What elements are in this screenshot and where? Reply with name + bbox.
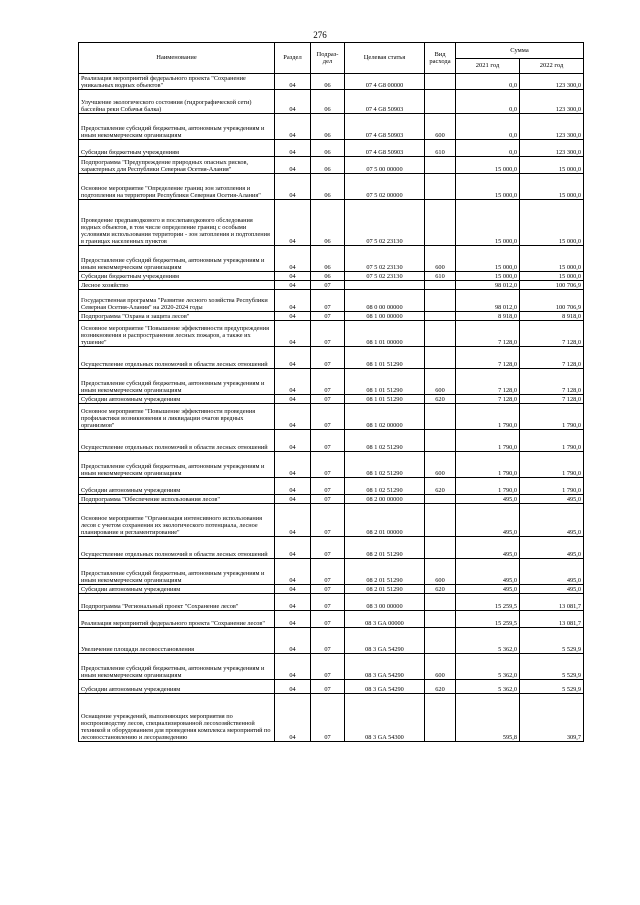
row-sum-2022-cell: 5 529,9 bbox=[520, 628, 584, 654]
row-podrazdel-cell: 07 bbox=[311, 347, 345, 369]
row-vid-cell bbox=[425, 694, 456, 742]
header-vid: Вид расхода bbox=[425, 43, 456, 74]
table-header bbox=[79, 43, 584, 74]
table-row bbox=[79, 654, 584, 680]
row-name-cell: Подпрограмма "Предупреждение природных опасных рисков, характерных для Республики Северная Осетия-Алания" bbox=[79, 157, 275, 174]
row-podrazdel-cell: 07 bbox=[311, 654, 345, 680]
row-celevaya-cell: 07 4 G8 00000 bbox=[345, 74, 425, 90]
row-razdel-cell: 04 bbox=[275, 404, 311, 430]
header-summa: Сумма bbox=[456, 43, 584, 59]
row-celevaya-cell: 07 4 G8 50903 bbox=[345, 114, 425, 140]
row-celevaya-cell: 07 4 G8 50903 bbox=[345, 140, 425, 157]
row-name-cell: Осуществление отдельных полномочий в области лесных отношений bbox=[79, 537, 275, 559]
page-number: 276 bbox=[313, 30, 327, 40]
row-sum-2022-cell: 495,0 bbox=[520, 495, 584, 504]
row-celevaya-cell: 08 3 GA 00000 bbox=[345, 611, 425, 628]
row-razdel-cell: 04 bbox=[275, 281, 311, 290]
row-celevaya-cell: 08 2 01 51290 bbox=[345, 559, 425, 585]
row-sum-2021-cell: 5 362,0 bbox=[456, 628, 520, 654]
table-row bbox=[79, 585, 584, 594]
row-sum-2022-cell: 1 790,0 bbox=[520, 452, 584, 478]
row-vid-cell: 610 bbox=[425, 140, 456, 157]
row-celevaya-cell: 07 5 00 00000 bbox=[345, 157, 425, 174]
header-year-2022: 2022 год bbox=[520, 59, 584, 74]
row-sum-2021-cell: 5 362,0 bbox=[456, 680, 520, 694]
row-celevaya-cell: 08 1 01 51290 bbox=[345, 369, 425, 395]
row-sum-2022-cell: 5 529,9 bbox=[520, 680, 584, 694]
row-vid-cell: 600 bbox=[425, 654, 456, 680]
table-row bbox=[79, 114, 584, 140]
row-podrazdel-cell: 07 bbox=[311, 430, 345, 452]
row-podrazdel-cell: 07 bbox=[311, 404, 345, 430]
row-razdel-cell: 04 bbox=[275, 114, 311, 140]
row-name-cell: Осуществление отдельных полномочий в области лесных отношений bbox=[79, 430, 275, 452]
row-sum-2021-cell: 15 259,5 bbox=[456, 611, 520, 628]
table-body bbox=[79, 74, 584, 742]
row-sum-2021-cell: 0,0 bbox=[456, 114, 520, 140]
row-podrazdel-cell: 07 bbox=[311, 504, 345, 537]
table-row bbox=[79, 74, 584, 90]
row-name-cell: Подпрограмма "Охрана и защита лесов" bbox=[79, 312, 275, 321]
row-sum-2021-cell: 1 790,0 bbox=[456, 452, 520, 478]
row-podrazdel-cell: 07 bbox=[311, 321, 345, 347]
row-sum-2022-cell: 8 918,0 bbox=[520, 312, 584, 321]
table-row bbox=[79, 404, 584, 430]
table-row bbox=[79, 611, 584, 628]
row-podrazdel-cell: 07 bbox=[311, 478, 345, 495]
row-name-cell: Основное мероприятие "Повышение эффективности предупреждения возникновения и распространения лесных пожаров, а также их тушение" bbox=[79, 321, 275, 347]
row-vid-cell bbox=[425, 430, 456, 452]
row-vid-cell bbox=[425, 347, 456, 369]
table-row bbox=[79, 290, 584, 312]
row-vid-cell bbox=[425, 281, 456, 290]
row-sum-2022-cell: 123 300,0 bbox=[520, 90, 584, 114]
row-vid-cell: 620 bbox=[425, 680, 456, 694]
row-celevaya-cell: 07 5 02 23130 bbox=[345, 246, 425, 272]
row-razdel-cell: 04 bbox=[275, 654, 311, 680]
budget-table bbox=[78, 42, 584, 742]
row-sum-2022-cell: 13 081,7 bbox=[520, 611, 584, 628]
row-razdel-cell: 04 bbox=[275, 478, 311, 495]
row-name-cell: Предоставление субсидий бюджетным, автономным учреждениям и иным некоммерческим организациям bbox=[79, 369, 275, 395]
row-celevaya-cell: 08 2 01 00000 bbox=[345, 504, 425, 537]
row-name-cell: Государственная программа "Развитие лесного хозяйства Республики Северная Осетия-Алания" на 2020-2024 годы bbox=[79, 290, 275, 312]
row-name-cell: Увеличение площади лесовосстановления bbox=[79, 628, 275, 654]
row-sum-2021-cell: 7 128,0 bbox=[456, 369, 520, 395]
row-name-cell: Улучшение экологического состояния (гидрографической сети) бассейна реки Собачья балка) bbox=[79, 90, 275, 114]
row-vid-cell bbox=[425, 537, 456, 559]
row-vid-cell bbox=[425, 290, 456, 312]
row-sum-2021-cell: 495,0 bbox=[456, 537, 520, 559]
row-vid-cell bbox=[425, 594, 456, 611]
row-razdel-cell: 04 bbox=[275, 495, 311, 504]
row-celevaya-cell: 08 1 02 51290 bbox=[345, 478, 425, 495]
row-sum-2021-cell: 495,0 bbox=[456, 504, 520, 537]
row-razdel-cell: 04 bbox=[275, 290, 311, 312]
row-sum-2021-cell: 7 128,0 bbox=[456, 395, 520, 404]
row-razdel-cell: 04 bbox=[275, 157, 311, 174]
table-row bbox=[79, 369, 584, 395]
row-vid-cell: 600 bbox=[425, 559, 456, 585]
table-row bbox=[79, 140, 584, 157]
row-sum-2022-cell: 495,0 bbox=[520, 559, 584, 585]
row-podrazdel-cell: 06 bbox=[311, 90, 345, 114]
row-celevaya-cell: 07 5 02 23130 bbox=[345, 272, 425, 281]
row-vid-cell bbox=[425, 90, 456, 114]
row-razdel-cell: 04 bbox=[275, 585, 311, 594]
table-row bbox=[79, 272, 584, 281]
table-row bbox=[79, 347, 584, 369]
row-sum-2022-cell: 13 081,7 bbox=[520, 594, 584, 611]
row-razdel-cell: 04 bbox=[275, 74, 311, 90]
row-podrazdel-cell: 07 bbox=[311, 290, 345, 312]
row-sum-2022-cell: 309,7 bbox=[520, 694, 584, 742]
row-vid-cell bbox=[425, 74, 456, 90]
row-celevaya-cell: 08 0 00 00000 bbox=[345, 290, 425, 312]
row-sum-2022-cell: 7 128,0 bbox=[520, 369, 584, 395]
row-podrazdel-cell: 06 bbox=[311, 157, 345, 174]
row-sum-2022-cell: 15 000,0 bbox=[520, 200, 584, 246]
row-name-cell: Реализация мероприятий федерального проекта "Сохранение уникальных водных объектов" bbox=[79, 74, 275, 90]
table-row bbox=[79, 200, 584, 246]
row-sum-2022-cell: 15 000,0 bbox=[520, 272, 584, 281]
row-vid-cell: 620 bbox=[425, 478, 456, 495]
row-razdel-cell: 04 bbox=[275, 694, 311, 742]
row-name-cell: Субсидии бюджетным учреждениям bbox=[79, 272, 275, 281]
table-row bbox=[79, 694, 584, 742]
row-name-cell: Подпрограмма "Обеспечение использования лесов" bbox=[79, 495, 275, 504]
header-razdel: Раздел bbox=[275, 43, 311, 74]
row-sum-2021-cell: 15 000,0 bbox=[456, 200, 520, 246]
row-sum-2022-cell: 100 706,9 bbox=[520, 290, 584, 312]
table-row bbox=[79, 430, 584, 452]
row-name-cell: Субсидии бюджетным учреждениям bbox=[79, 140, 275, 157]
row-razdel-cell: 04 bbox=[275, 628, 311, 654]
table-row bbox=[79, 90, 584, 114]
row-sum-2021-cell: 1 790,0 bbox=[456, 478, 520, 495]
row-celevaya-cell: 08 1 02 51290 bbox=[345, 452, 425, 478]
row-podrazdel-cell: 06 bbox=[311, 272, 345, 281]
table-row bbox=[79, 504, 584, 537]
row-sum-2022-cell: 123 300,0 bbox=[520, 114, 584, 140]
row-razdel-cell: 04 bbox=[275, 395, 311, 404]
row-razdel-cell: 04 bbox=[275, 504, 311, 537]
row-razdel-cell: 04 bbox=[275, 452, 311, 478]
row-razdel-cell: 04 bbox=[275, 200, 311, 246]
row-sum-2021-cell: 0,0 bbox=[456, 90, 520, 114]
row-name-cell: Предоставление субсидий бюджетным, автономным учреждениям и иным некоммерческим организациям bbox=[79, 559, 275, 585]
row-razdel-cell: 04 bbox=[275, 312, 311, 321]
row-podrazdel-cell: 07 bbox=[311, 585, 345, 594]
row-celevaya-cell: 07 5 02 00000 bbox=[345, 174, 425, 200]
row-sum-2021-cell: 15 000,0 bbox=[456, 246, 520, 272]
row-razdel-cell: 04 bbox=[275, 680, 311, 694]
row-sum-2021-cell: 98 012,0 bbox=[456, 281, 520, 290]
row-razdel-cell: 04 bbox=[275, 537, 311, 559]
row-podrazdel-cell: 06 bbox=[311, 74, 345, 90]
row-vid-cell bbox=[425, 174, 456, 200]
row-sum-2021-cell: 495,0 bbox=[456, 585, 520, 594]
header-year-2021: 2021 год bbox=[456, 59, 520, 74]
row-podrazdel-cell: 07 bbox=[311, 312, 345, 321]
row-celevaya-cell: 08 2 01 51290 bbox=[345, 537, 425, 559]
row-razdel-cell: 04 bbox=[275, 430, 311, 452]
row-podrazdel-cell: 07 bbox=[311, 628, 345, 654]
row-sum-2021-cell: 495,0 bbox=[456, 559, 520, 585]
row-sum-2022-cell: 7 128,0 bbox=[520, 347, 584, 369]
row-razdel-cell: 04 bbox=[275, 369, 311, 395]
row-podrazdel-cell: 06 bbox=[311, 114, 345, 140]
row-name-cell: Субсидии автономным учреждениям bbox=[79, 395, 275, 404]
row-celevaya-cell: 08 3 GA 54290 bbox=[345, 654, 425, 680]
row-vid-cell bbox=[425, 200, 456, 246]
row-sum-2021-cell: 0,0 bbox=[456, 74, 520, 90]
row-sum-2021-cell: 15 000,0 bbox=[456, 272, 520, 281]
row-vid-cell: 600 bbox=[425, 246, 456, 272]
row-celevaya-cell bbox=[345, 281, 425, 290]
row-razdel-cell: 04 bbox=[275, 347, 311, 369]
header-podrazdel: Подраз-дел bbox=[311, 43, 345, 74]
table-row bbox=[79, 559, 584, 585]
row-name-cell: Оснащение учреждений, выполняющих мероприятия по воспроизводству лесов, специализированной лесохозяйственной техникой и оборудованием для проведения комплекса мероприятий по лесовосстановлению и лесоразведению bbox=[79, 694, 275, 742]
row-sum-2021-cell: 15 000,0 bbox=[456, 157, 520, 174]
table-row bbox=[79, 628, 584, 654]
row-sum-2022-cell: 495,0 bbox=[520, 537, 584, 559]
row-celevaya-cell: 08 1 01 00000 bbox=[345, 321, 425, 347]
header-celevaya: Целевая статья bbox=[345, 43, 425, 74]
row-podrazdel-cell: 07 bbox=[311, 281, 345, 290]
row-name-cell: Предоставление субсидий бюджетным, автономным учреждениям и иным некоммерческим организациям bbox=[79, 654, 275, 680]
row-vid-cell bbox=[425, 504, 456, 537]
row-sum-2022-cell: 5 529,9 bbox=[520, 654, 584, 680]
row-razdel-cell: 04 bbox=[275, 90, 311, 114]
row-name-cell: Субсидии автономным учреждениям bbox=[79, 680, 275, 694]
row-celevaya-cell: 07 4 G8 50903 bbox=[345, 90, 425, 114]
row-podrazdel-cell: 07 bbox=[311, 395, 345, 404]
row-sum-2022-cell: 123 300,0 bbox=[520, 140, 584, 157]
row-name-cell: Предоставление субсидий бюджетным, автономным учреждениям и иным некоммерческим организациям bbox=[79, 452, 275, 478]
row-celevaya-cell: 08 2 00 00000 bbox=[345, 495, 425, 504]
row-name-cell: Основное мероприятие "Определение границ зон затопления и подтопления на территории Республики Северная Осетия-Алания" bbox=[79, 174, 275, 200]
row-celevaya-cell: 08 2 01 51290 bbox=[345, 585, 425, 594]
row-sum-2021-cell: 98 012,0 bbox=[456, 290, 520, 312]
row-vid-cell: 620 bbox=[425, 395, 456, 404]
row-celevaya-cell: 08 1 01 51290 bbox=[345, 347, 425, 369]
row-sum-2022-cell: 1 790,0 bbox=[520, 478, 584, 495]
row-vid-cell bbox=[425, 157, 456, 174]
row-sum-2022-cell: 495,0 bbox=[520, 585, 584, 594]
row-vid-cell bbox=[425, 495, 456, 504]
row-sum-2021-cell: 8 918,0 bbox=[456, 312, 520, 321]
row-sum-2022-cell: 7 128,0 bbox=[520, 321, 584, 347]
row-name-cell: Субсидии автономным учреждениям bbox=[79, 478, 275, 495]
row-razdel-cell: 04 bbox=[275, 321, 311, 347]
table-row bbox=[79, 452, 584, 478]
row-podrazdel-cell: 06 bbox=[311, 140, 345, 157]
table-row bbox=[79, 537, 584, 559]
row-vid-cell: 600 bbox=[425, 369, 456, 395]
row-sum-2021-cell: 7 128,0 bbox=[456, 347, 520, 369]
row-sum-2022-cell: 1 790,0 bbox=[520, 430, 584, 452]
row-name-cell: Проведение предпаводкового и послепаводкового обследования водных объектов, в том числе определение границ с особыми условиями использования территории - зон затопления и подтопления в границах населенных пунктов bbox=[79, 200, 275, 246]
row-podrazdel-cell: 06 bbox=[311, 200, 345, 246]
row-celevaya-cell: 07 5 02 23130 bbox=[345, 200, 425, 246]
row-sum-2021-cell: 7 128,0 bbox=[456, 321, 520, 347]
row-vid-cell bbox=[425, 321, 456, 347]
table-row bbox=[79, 281, 584, 290]
table-row bbox=[79, 321, 584, 347]
row-sum-2021-cell: 495,0 bbox=[456, 495, 520, 504]
row-celevaya-cell: 08 3 GA 54290 bbox=[345, 628, 425, 654]
row-vid-cell bbox=[425, 312, 456, 321]
header-name: Наименование bbox=[79, 43, 275, 74]
row-name-cell: Основное мероприятие "Повышение эффективности проведения профилактики возникновения и ликвидации очагов вредных организмов" bbox=[79, 404, 275, 430]
row-razdel-cell: 04 bbox=[275, 594, 311, 611]
row-podrazdel-cell: 07 bbox=[311, 594, 345, 611]
row-name-cell: Подпрограмма "Региональный проект "Сохранение лесов" bbox=[79, 594, 275, 611]
row-podrazdel-cell: 07 bbox=[311, 452, 345, 478]
table-row bbox=[79, 594, 584, 611]
row-sum-2022-cell: 100 706,9 bbox=[520, 281, 584, 290]
row-celevaya-cell: 08 1 02 00000 bbox=[345, 404, 425, 430]
row-celevaya-cell: 08 1 02 51290 bbox=[345, 430, 425, 452]
row-name-cell: Основное мероприятие "Организация интенсивного использования лесов с учетом сохранения их экологического потенциала, лесное планирование и регламентирование" bbox=[79, 504, 275, 537]
row-sum-2021-cell: 15 000,0 bbox=[456, 174, 520, 200]
row-vid-cell bbox=[425, 611, 456, 628]
row-sum-2022-cell: 15 000,0 bbox=[520, 157, 584, 174]
row-podrazdel-cell: 07 bbox=[311, 611, 345, 628]
table-row bbox=[79, 478, 584, 495]
table-row bbox=[79, 680, 584, 694]
row-podrazdel-cell: 07 bbox=[311, 559, 345, 585]
row-podrazdel-cell: 06 bbox=[311, 246, 345, 272]
row-vid-cell bbox=[425, 628, 456, 654]
row-vid-cell: 610 bbox=[425, 272, 456, 281]
row-sum-2021-cell: 15 259,5 bbox=[456, 594, 520, 611]
table-row bbox=[79, 246, 584, 272]
row-sum-2022-cell: 123 300,0 bbox=[520, 74, 584, 90]
row-sum-2021-cell: 595,8 bbox=[456, 694, 520, 742]
row-name-cell: Субсидии автономным учреждениям bbox=[79, 585, 275, 594]
row-celevaya-cell: 08 1 00 00000 bbox=[345, 312, 425, 321]
row-sum-2022-cell: 495,0 bbox=[520, 504, 584, 537]
table-row bbox=[79, 157, 584, 174]
row-podrazdel-cell: 06 bbox=[311, 174, 345, 200]
row-sum-2021-cell: 0,0 bbox=[456, 140, 520, 157]
row-name-cell: Осуществление отдельных полномочий в области лесных отношений bbox=[79, 347, 275, 369]
row-razdel-cell: 04 bbox=[275, 611, 311, 628]
row-sum-2021-cell: 5 362,0 bbox=[456, 654, 520, 680]
row-podrazdel-cell: 07 bbox=[311, 680, 345, 694]
row-razdel-cell: 04 bbox=[275, 246, 311, 272]
row-vid-cell: 600 bbox=[425, 452, 456, 478]
row-celevaya-cell: 08 3 00 00000 bbox=[345, 594, 425, 611]
row-celevaya-cell: 08 3 GA 54300 bbox=[345, 694, 425, 742]
row-sum-2022-cell: 1 790,0 bbox=[520, 404, 584, 430]
row-sum-2021-cell: 1 790,0 bbox=[456, 430, 520, 452]
row-celevaya-cell: 08 1 01 51290 bbox=[345, 395, 425, 404]
row-vid-cell bbox=[425, 404, 456, 430]
row-sum-2021-cell: 1 790,0 bbox=[456, 404, 520, 430]
row-razdel-cell: 04 bbox=[275, 272, 311, 281]
table-row bbox=[79, 312, 584, 321]
table-row bbox=[79, 495, 584, 504]
row-name-cell: Лесное хозяйство bbox=[79, 281, 275, 290]
row-name-cell: Предоставление субсидий бюджетным, автономным учреждениям и иным некоммерческим организациям bbox=[79, 246, 275, 272]
table-row bbox=[79, 174, 584, 200]
row-name-cell: Реализация мероприятий федерального проекта "Сохранение лесов" bbox=[79, 611, 275, 628]
row-podrazdel-cell: 07 bbox=[311, 694, 345, 742]
row-name-cell: Предоставление субсидий бюджетным, автономным учреждениям и иным некоммерческим организациям bbox=[79, 114, 275, 140]
row-podrazdel-cell: 07 bbox=[311, 537, 345, 559]
row-razdel-cell: 04 bbox=[275, 559, 311, 585]
row-sum-2022-cell: 15 000,0 bbox=[520, 174, 584, 200]
row-sum-2022-cell: 15 000,0 bbox=[520, 246, 584, 272]
row-vid-cell: 600 bbox=[425, 114, 456, 140]
row-vid-cell: 620 bbox=[425, 585, 456, 594]
row-podrazdel-cell: 07 bbox=[311, 369, 345, 395]
table-row bbox=[79, 395, 584, 404]
row-razdel-cell: 04 bbox=[275, 174, 311, 200]
row-razdel-cell: 04 bbox=[275, 140, 311, 157]
row-sum-2022-cell: 7 128,0 bbox=[520, 395, 584, 404]
row-podrazdel-cell: 07 bbox=[311, 495, 345, 504]
row-celevaya-cell: 08 3 GA 54290 bbox=[345, 680, 425, 694]
